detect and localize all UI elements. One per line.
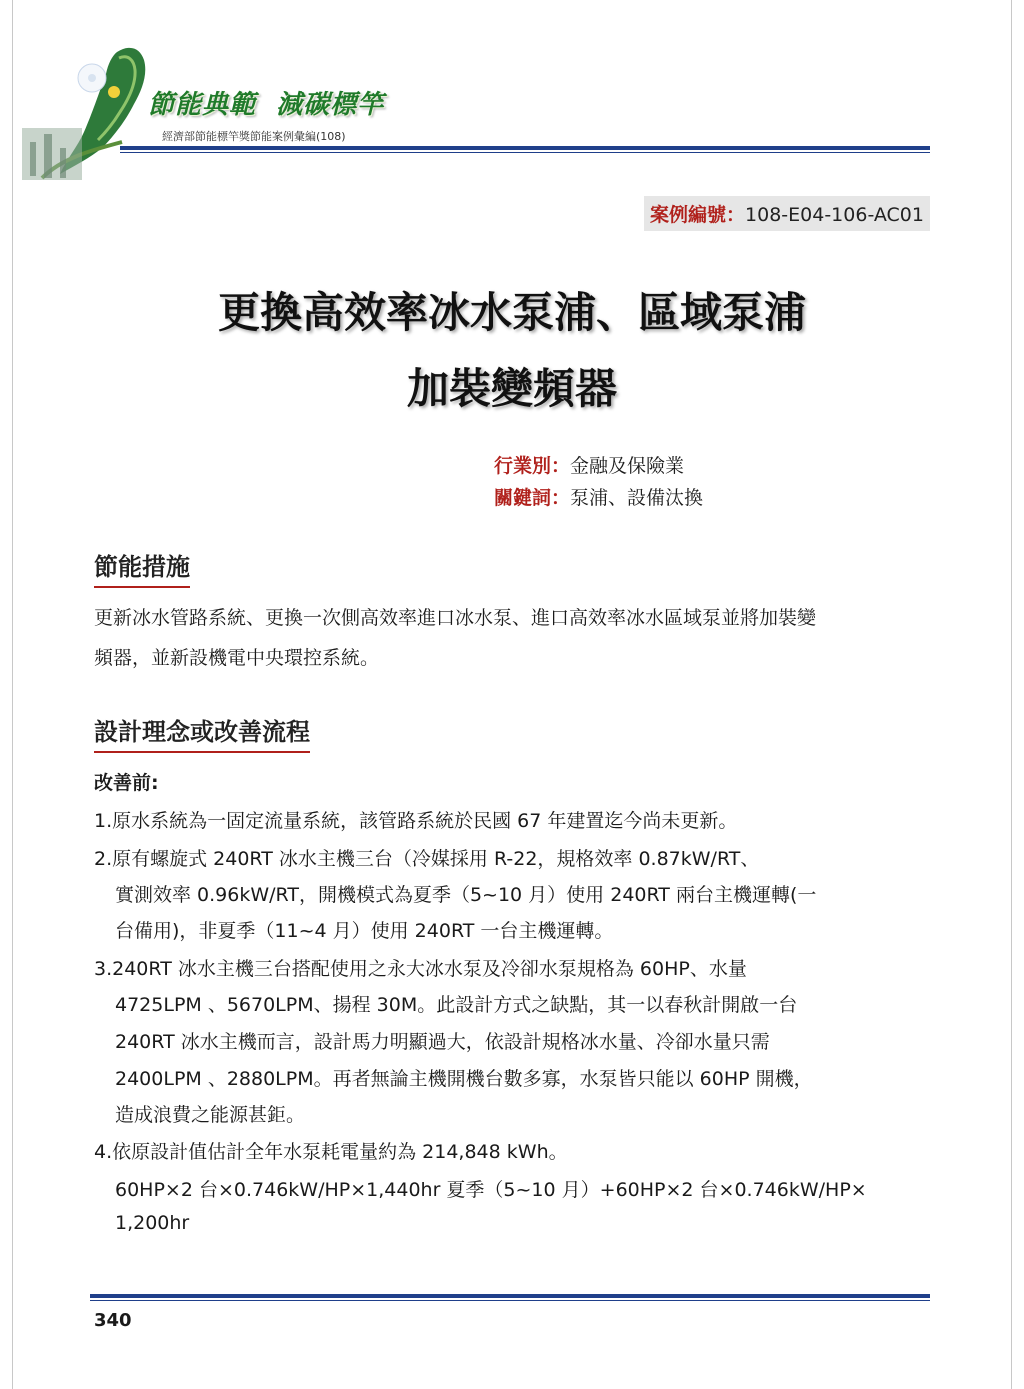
measures-line: 更新冰水管路系統、更換一次側高效率進口冰水泵、進口高效率冰水區域泵並將加裝變 (94, 607, 817, 629)
list-item: 1.原水系統為一固定流量系統，該管路系統於民國 67 年建置迄今尚未更新。 (94, 810, 738, 832)
keywords-meta (494, 483, 703, 510)
before-heading: 改善前: (94, 772, 159, 794)
case-number (644, 196, 930, 231)
list-item-continued: 4725LPM 、5670LPM、揚程 30M。此設計方式之缺點，其一以春秋計開啟一台 (115, 994, 798, 1016)
page-border-right (1011, 0, 1012, 1389)
list-item-continued: 2400LPM 、2880LPM。再者無論主機開機台數多寡，水泵皆只能以 60HP 開機， (115, 1068, 813, 1090)
keywords-label: 關鍵詞： (494, 487, 571, 509)
case-number-label: 案例編號： (650, 204, 746, 226)
header-rule-thin (120, 152, 930, 153)
industry-label: 行業別： (494, 455, 571, 477)
list-item-continued: 60HP×2 台×0.746kW/HP×1,440hr 夏季（5~10 月）+60HP×2 台×0.746kW/HP× (115, 1179, 867, 1201)
page-border-left (12, 0, 13, 1389)
list-item: 3.240RT 冰水主機三台搭配使用之永大冰水泵及冷卻水泵規格為 60HP、水量 (94, 958, 747, 980)
section-heading-measures: 節能措施 (94, 547, 190, 588)
section-heading-design: 設計理念或改善流程 (94, 712, 310, 753)
industry-meta (494, 451, 684, 478)
brand-title: 節能典範 減碳標竿 (148, 90, 385, 120)
keywords-value: 泵浦、設備汰換 (570, 487, 704, 509)
footer-rule-thin (90, 1300, 930, 1301)
list-item: 2.原有螺旋式 240RT 冰水主機三台（冷媒採用 R-22，規格效率 0.87kW/RT、 (94, 848, 760, 870)
header-rule (120, 146, 930, 150)
list-item-continued: 造成浪費之能源甚鉅。 (115, 1104, 306, 1126)
page-title-line1: 更換高效率冰水泵浦、區域泵浦 (217, 288, 806, 337)
list-item-continued: 台備用)，非夏季（11~4 月）使用 240RT 一台主機運轉。 (115, 920, 614, 942)
footer-rule (90, 1294, 930, 1298)
measures-line: 頻器，並新設機電中央環控系統。 (94, 647, 380, 669)
industry-value: 金融及保險業 (570, 455, 685, 477)
list-item-continued: 240RT 冰水主機而言，設計馬力明顯過大，依設計規格冰水量、冷卻水量只需 (115, 1031, 770, 1053)
brand-subtitle: 經濟部節能標竿獎節能案例彙編(108) (162, 130, 346, 143)
list-item-continued: 實測效率 0.96kW/RT，開機模式為夏季（5~10 月）使用 240RT 兩台主機運轉(一 (115, 884, 817, 906)
page-number: 340 (94, 1310, 132, 1331)
list-item: 4.依原設計值估計全年水泵耗電量約為 214,848 kWh。 (94, 1141, 568, 1163)
page-title-line2: 加裝變頻器 (406, 364, 617, 413)
case-number-value: 108-E04-106-AC01 (745, 204, 924, 226)
measures-paragraph (94, 598, 934, 678)
list-item-continued: 1,200hr (115, 1212, 190, 1234)
